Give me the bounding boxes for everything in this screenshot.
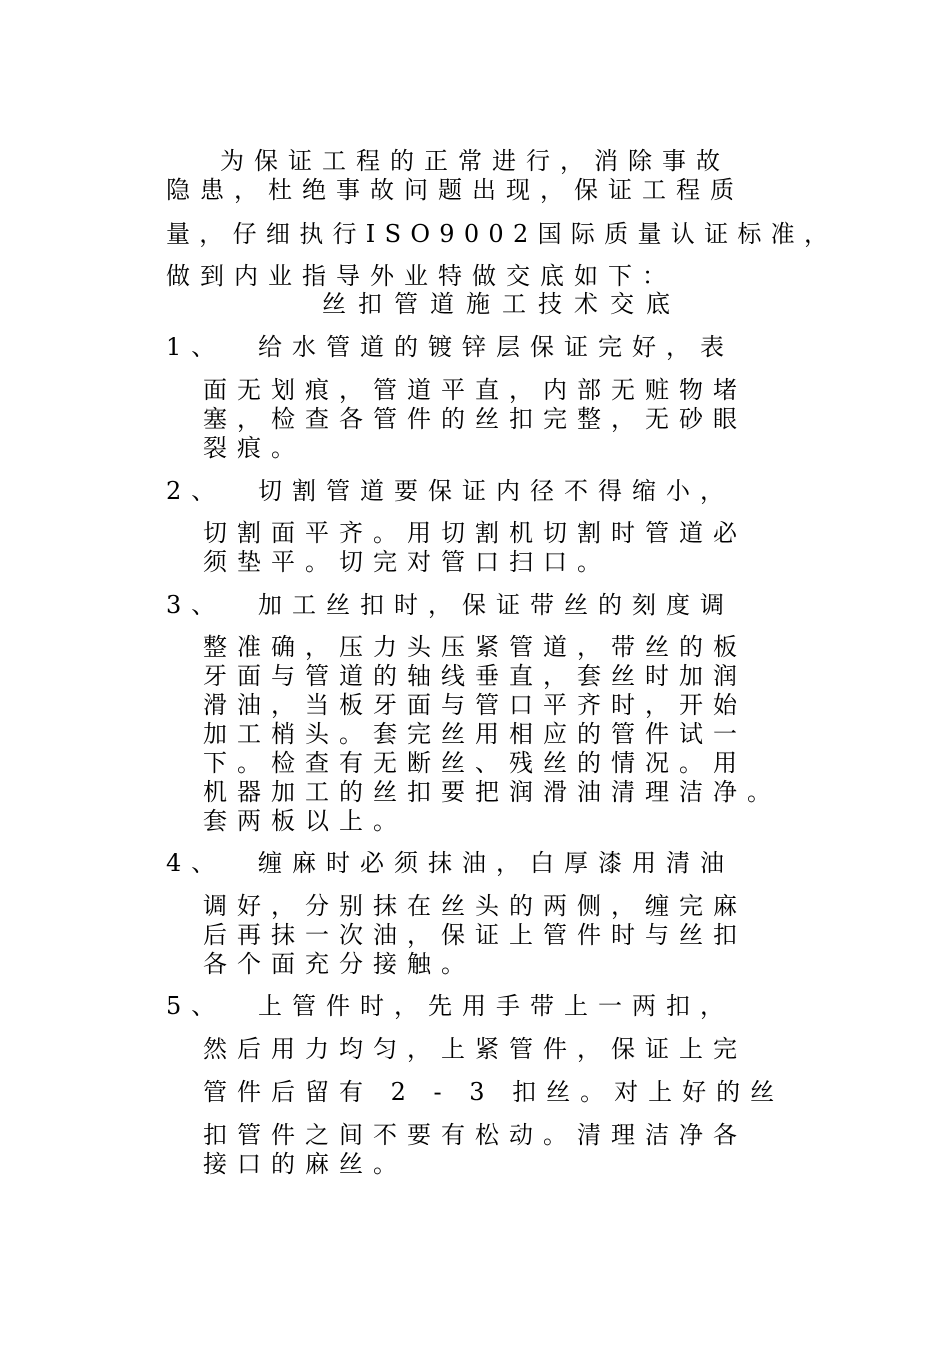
intro-line-1: 为保证工程的正常进行，消除事故 <box>220 147 730 175</box>
item-4-line-3: 后再抹一次油，保证上管件时与丝扣 <box>203 921 747 949</box>
item-4-line-2: 调好，分别抹在丝头的两侧，缠完麻 <box>203 892 747 920</box>
item-2-line-1: 切割管道要保证内径不得缩小， <box>258 477 734 505</box>
item-3-line-7: 机器加工的丝扣要把润滑油清理洁净。 <box>203 778 781 806</box>
item-1-number: 1、 <box>166 333 226 361</box>
item-4-line-4: 各个面充分接触。 <box>203 950 475 978</box>
intro-line-3: 量，仔细执行ISO9002国际质量认证标准， <box>166 220 838 248</box>
item-3-line-4: 滑油，当板牙面与管口平齐时，开始 <box>203 691 747 719</box>
item-3-line-5: 加工梢头。套完丝用相应的管件试一 <box>203 720 747 748</box>
item-3-line-3: 牙面与管道的轴线垂直，套丝时加润 <box>203 662 747 690</box>
item-2-number: 2、 <box>166 477 226 505</box>
item-3-line-6: 下。检查有无断丝、残丝的情况。用 <box>203 749 747 777</box>
item-3-line-8: 套两板以上。 <box>203 807 407 835</box>
item-4-line-1: 缠麻时必须抹油，白厚漆用清油 <box>258 849 734 877</box>
item-1-line-4: 裂痕。 <box>203 434 305 462</box>
intro-line-2: 隐患，杜绝事故问题出现，保证工程质 <box>166 176 744 204</box>
item-5-line-1: 上管件时，先用手带上一两扣， <box>258 992 734 1020</box>
item-5-number: 5、 <box>166 992 226 1020</box>
item-4-number: 4、 <box>166 849 226 877</box>
item-1-line-1: 给水管道的镀锌层保证完好，表 <box>258 333 734 361</box>
item-1-line-2: 面无划痕，管道平直，内部无赃物堵 <box>203 376 747 404</box>
item-1-line-3: 塞，检查各管件的丝扣完整，无砂眼 <box>203 405 747 433</box>
item-2-line-3: 须垫平。切完对管口扫口。 <box>203 548 611 576</box>
intro-line-4: 做到内业指导外业特做交底如下： <box>166 262 676 290</box>
item-3-line-2: 整准确，压力头压紧管道，带丝的板 <box>203 633 747 661</box>
item-5-line-5: 接口的麻丝。 <box>203 1150 407 1178</box>
page-title: 丝扣管道施工技术交底 <box>322 290 682 318</box>
item-3-line-1: 加工丝扣时，保证带丝的刻度调 <box>258 591 734 619</box>
item-3-number: 3、 <box>166 591 226 619</box>
item-5-line-4: 扣管件之间不要有松动。清理洁净各 <box>203 1121 747 1149</box>
item-2-line-2: 切割面平齐。用切割机切割时管道必 <box>203 519 747 547</box>
item-5-line-3: 管件后留有 2 - 3 扣丝。对上好的丝 <box>203 1078 785 1106</box>
item-5-line-2: 然后用力均匀，上紧管件，保证上完 <box>203 1035 747 1063</box>
